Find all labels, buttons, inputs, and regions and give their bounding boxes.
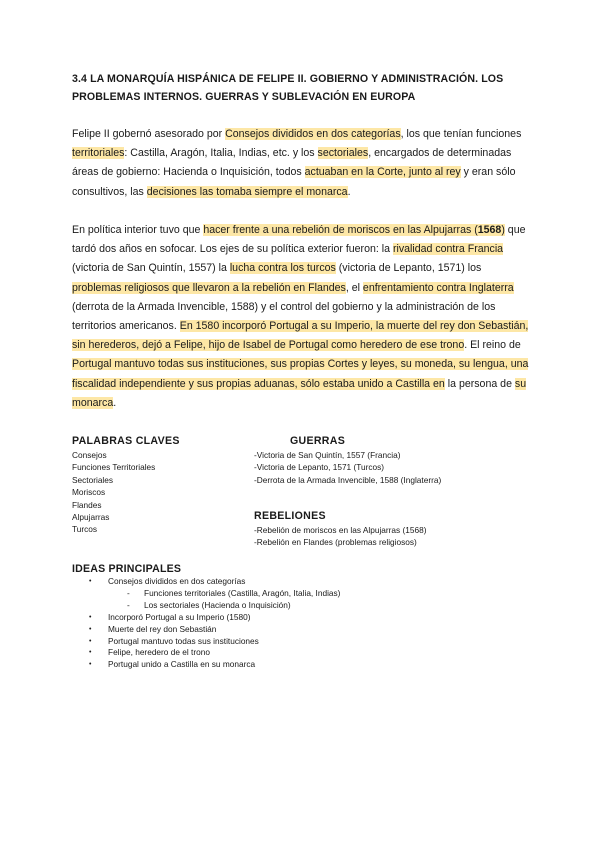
- text-run: . El reino de: [464, 339, 521, 352]
- palabras-claves-heading: PALABRAS CLAVES: [72, 435, 180, 447]
- highlighted-text: En 1580 incorporó Portugal a su Imperio, la muerte del rey don Sebastián, sin herederos, dejó a Felipe, hijo de Isabel de Portugal como heredero de ese trono: [72, 320, 529, 352]
- keyword-item: Turcos: [72, 524, 98, 535]
- idea-item: • Portugal mantuvo todas sus instituciones: [72, 636, 340, 648]
- highlighted-text: sectoriales: [317, 147, 369, 160]
- keyword-item: Alpujarras: [72, 512, 110, 523]
- keyword-item: Funciones Territoriales: [72, 462, 156, 473]
- highlighted-text: decisiones las tomaba siempre el monarca: [146, 185, 348, 198]
- text-run: .: [113, 396, 117, 409]
- idea-subitem: - Funciones territoriales (Castilla, Aragón, Italia, Indias): [72, 588, 340, 600]
- keyword-item: Flandes: [72, 499, 102, 510]
- keyword-item: Consejos: [72, 450, 107, 460]
- guerras-heading: GUERRAS: [290, 435, 346, 447]
- highlighted-text: lucha contra los turcos: [229, 262, 336, 275]
- idea-item: • Felipe, heredero de el trono: [72, 647, 340, 659]
- palabras-claves-list: [72, 449, 155, 536]
- paragraph-gobierno: [72, 125, 532, 202]
- highlighted-text: actuaban en la Corte, junto al rey: [304, 166, 461, 179]
- ideas-list: [72, 576, 340, 671]
- text-run: En política interior tuvo que: [72, 224, 204, 236]
- keyword-item: Moriscos: [72, 487, 106, 498]
- paragraph-politica: [72, 221, 532, 413]
- highlighted-text: territoriales: [72, 147, 125, 160]
- idea-item: • Portugal unido a Castilla en su monarca: [72, 659, 340, 671]
- text-run: y eran sólo consultivos, las: [72, 166, 516, 198]
- guerra-item: -Victoria de San Quintín, 1557 (Francia): [254, 450, 401, 460]
- text-run: (victoria de San Quintín, 1557) la: [72, 262, 230, 275]
- text-run: , el: [345, 281, 363, 294]
- idea-item: • Muerte del rey don Sebastián: [72, 624, 340, 636]
- ideas-principales: [72, 563, 340, 671]
- highlighted-text: hacer frente a una rebelión de moriscos en las Alpujarras (: [203, 224, 478, 236]
- rebelion-item: -Rebelión en Flandes (problemas religiosos): [254, 537, 417, 548]
- highlighted-text: problemas religiosos que llevaron a la rebelión en Flandes: [72, 281, 346, 294]
- highlighted-text: su monarca: [72, 377, 527, 409]
- highlighted-text: Consejos divididos en dos categorías: [225, 128, 401, 140]
- highlighted-text: ): [501, 224, 505, 236]
- highlighted-text: Portugal mantuvo todas sus instituciones, sus propias Cortes y leyes, su moneda, su lengua, una fiscalidad independiente y sus propias aduanas, sólo estaba unido a Castilla en: [72, 358, 529, 390]
- idea-item: • Consejos divididos en dos categorías: [72, 576, 340, 588]
- text-run: la persona de: [444, 377, 515, 390]
- text-run: , encargados de determinadas áreas de gobierno: Hacienda o Inquisición, todos: [72, 147, 512, 179]
- rebeliones-heading: REBELIONES: [254, 510, 326, 522]
- guerra-item: -Derrota de la Armada Invencible, 1588 (Inglaterra): [254, 474, 442, 485]
- text-run: que tardó dos años en sofocar. Los ejes de su política exterior fueron: la: [72, 224, 526, 256]
- idea-item: • Incorporó Portugal a su Imperio (1580): [72, 612, 340, 624]
- guerra-item: -Victoria de Lepanto, 1571 (Turcos): [254, 462, 385, 473]
- highlighted-text: enfrentamiento contra Inglaterra: [362, 281, 514, 294]
- rebeliones-list: [254, 524, 426, 549]
- highlighted-text: 1568: [477, 224, 502, 236]
- idea-subitem: - Los sectoriales (Hacienda o Inquisición): [72, 600, 340, 612]
- text-run: Felipe II gobernó asesorado por: [72, 128, 226, 140]
- text-run: (derrota de la Armada Invencible, 1588) y el control del gobierno y la administración de los territorios americanos.: [72, 300, 496, 333]
- text-run: : Castilla, Aragón, Italia, Indias, etc. y los: [124, 147, 318, 160]
- text-run: .: [347, 185, 351, 198]
- highlighted-text: rivalidad contra Francia: [392, 243, 504, 256]
- keyword-item: Sectoriales: [72, 474, 114, 485]
- rebelion-item: -Rebelión de moriscos en las Alpujarras (1568): [254, 525, 427, 535]
- text-run: , los que tenían funciones: [400, 128, 522, 140]
- text-run: (victoria de Lepanto, 1571) los: [335, 262, 482, 275]
- document-title: 3.4 LA MONARQUÍA HISPÁNICA DE FELIPE II. GOBIERNO Y ADMINISTRACIÓN. LOS PROBLEMAS INTERNOS. GUERRAS Y SUBLEVACIÓN EN EUROPA: [72, 73, 504, 103]
- ideas-heading: IDEAS PRINCIPALES: [72, 563, 182, 575]
- guerras-list: [254, 449, 441, 486]
